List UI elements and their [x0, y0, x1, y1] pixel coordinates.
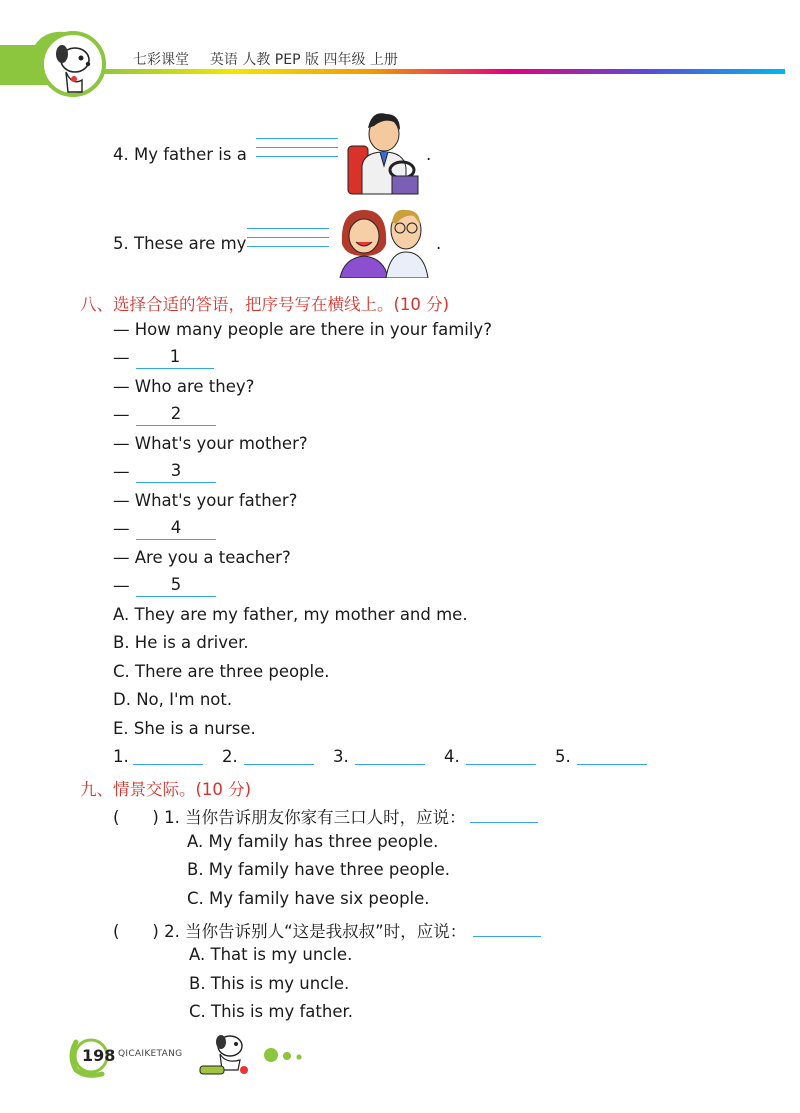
dialogue-q5 — [113, 548, 291, 567]
question-text: Are you a teacher? — [134, 548, 291, 567]
question-text: What's your mother? — [134, 434, 308, 453]
dialogue-q1 — [113, 320, 492, 339]
dash: — — [113, 462, 130, 481]
answer-paren[interactable]: ( ) — [113, 922, 159, 941]
answer-label-4: 4. — [444, 747, 460, 766]
q2-option-a: A. That is my uncle. — [189, 945, 353, 964]
dash: — — [113, 434, 130, 453]
item-5-number: 5. — [113, 234, 129, 253]
item-5-text: These are my — [134, 234, 247, 253]
option-b: B. He is a driver. — [113, 633, 249, 652]
question-2-row — [113, 918, 466, 942]
header-volume: 上册 — [369, 52, 398, 68]
footer-dog-mascot-icon — [196, 1030, 256, 1078]
question-1-row — [113, 804, 466, 828]
dash: — — [113, 405, 130, 424]
dash: — — [113, 548, 130, 567]
answer-blank-4[interactable] — [466, 742, 536, 765]
answer-label-1: 1. — [113, 747, 129, 766]
page-number: 198 — [82, 1046, 116, 1065]
q1-option-c: C. My family have six people. — [187, 889, 430, 908]
item-5 — [113, 234, 246, 253]
question-prompt: 当你告诉别人“这是我叔叔”时，应说： — [185, 922, 467, 941]
item-5-answer-lines[interactable] — [247, 228, 329, 255]
dialogue-answer-blank-2[interactable]: 2 — [136, 403, 216, 426]
answer-blank-3[interactable] — [355, 742, 425, 765]
item-4-text: My father is a — [134, 145, 247, 164]
dialogue-answer-blank-4[interactable]: 4 — [136, 517, 216, 540]
question-1-blank[interactable] — [470, 800, 538, 823]
header-brand: 七彩课堂 — [133, 52, 189, 68]
dash: — — [113, 320, 130, 339]
dash: — — [113, 576, 130, 595]
answer-paren[interactable]: ( ) — [113, 808, 159, 827]
dash: — — [113, 377, 130, 396]
question-2-blank[interactable] — [473, 914, 541, 937]
header — [0, 0, 800, 100]
item-4 — [113, 145, 247, 164]
question-text: Who are they? — [134, 377, 255, 396]
dash: — — [113, 348, 130, 367]
parents-illustration — [334, 204, 434, 278]
question-number: 2. — [164, 922, 180, 941]
question-text: How many people are there in your family? — [134, 320, 492, 339]
dialogue-q2 — [113, 377, 254, 396]
footer-dots — [262, 1046, 312, 1066]
answer-label-2: 2. — [222, 747, 238, 766]
header-grade: 四年级 — [323, 52, 366, 68]
option-d: D. No, I'm not. — [113, 690, 233, 709]
answer-label-5: 5. — [555, 747, 571, 766]
item-4-answer-lines[interactable] — [256, 138, 338, 165]
header-rainbow-bar — [0, 0, 800, 100]
question-text: What's your father? — [134, 491, 298, 510]
q2-option-b: B. This is my uncle. — [189, 974, 350, 993]
item-4-period: . — [426, 145, 432, 164]
dialogue-answer-blank-5[interactable]: 5 — [136, 574, 216, 597]
dialogue-answer-blank-3[interactable]: 3 — [136, 460, 216, 483]
dialogue-q4 — [113, 491, 297, 510]
option-c: C. There are three people. — [113, 662, 330, 681]
dialogue-q3 — [113, 434, 308, 453]
footer-brand: QICAIKETANG — [118, 1049, 183, 1059]
question-prompt: 当你告诉朋友你家有三口人时，应说： — [185, 808, 466, 827]
header-subject: 英语 — [209, 52, 238, 68]
option-e: E. She is a nurse. — [113, 719, 256, 738]
q2-option-c: C. This is my father. — [189, 1002, 353, 1021]
answer-blank-5[interactable] — [577, 742, 647, 765]
item-4-number: 4. — [113, 145, 129, 164]
q1-option-b: B. My family have three people. — [187, 860, 451, 879]
driver-illustration — [342, 106, 422, 196]
answer-label-3: 3. — [333, 747, 349, 766]
answer-blank-2[interactable] — [244, 742, 314, 765]
option-a: A. They are my father, my mother and me. — [113, 605, 468, 624]
dash: — — [113, 519, 130, 538]
question-number: 1. — [164, 808, 180, 827]
dialogue-answer-blank-1[interactable]: 1 — [136, 346, 214, 369]
section-9-title: 九、情景交际。(10 分) — [80, 780, 252, 799]
q1-option-a: A. My family has three people. — [187, 832, 439, 851]
dash: — — [113, 491, 130, 510]
header-edition: 人教 PEP 版 — [242, 52, 319, 68]
dog-mascot-icon — [38, 30, 108, 98]
section-8-title: 八、选择合适的答语，把序号写在横线上。(10 分) — [80, 295, 450, 314]
item-5-period: . — [436, 234, 442, 253]
answer-blank-1[interactable] — [133, 742, 203, 765]
